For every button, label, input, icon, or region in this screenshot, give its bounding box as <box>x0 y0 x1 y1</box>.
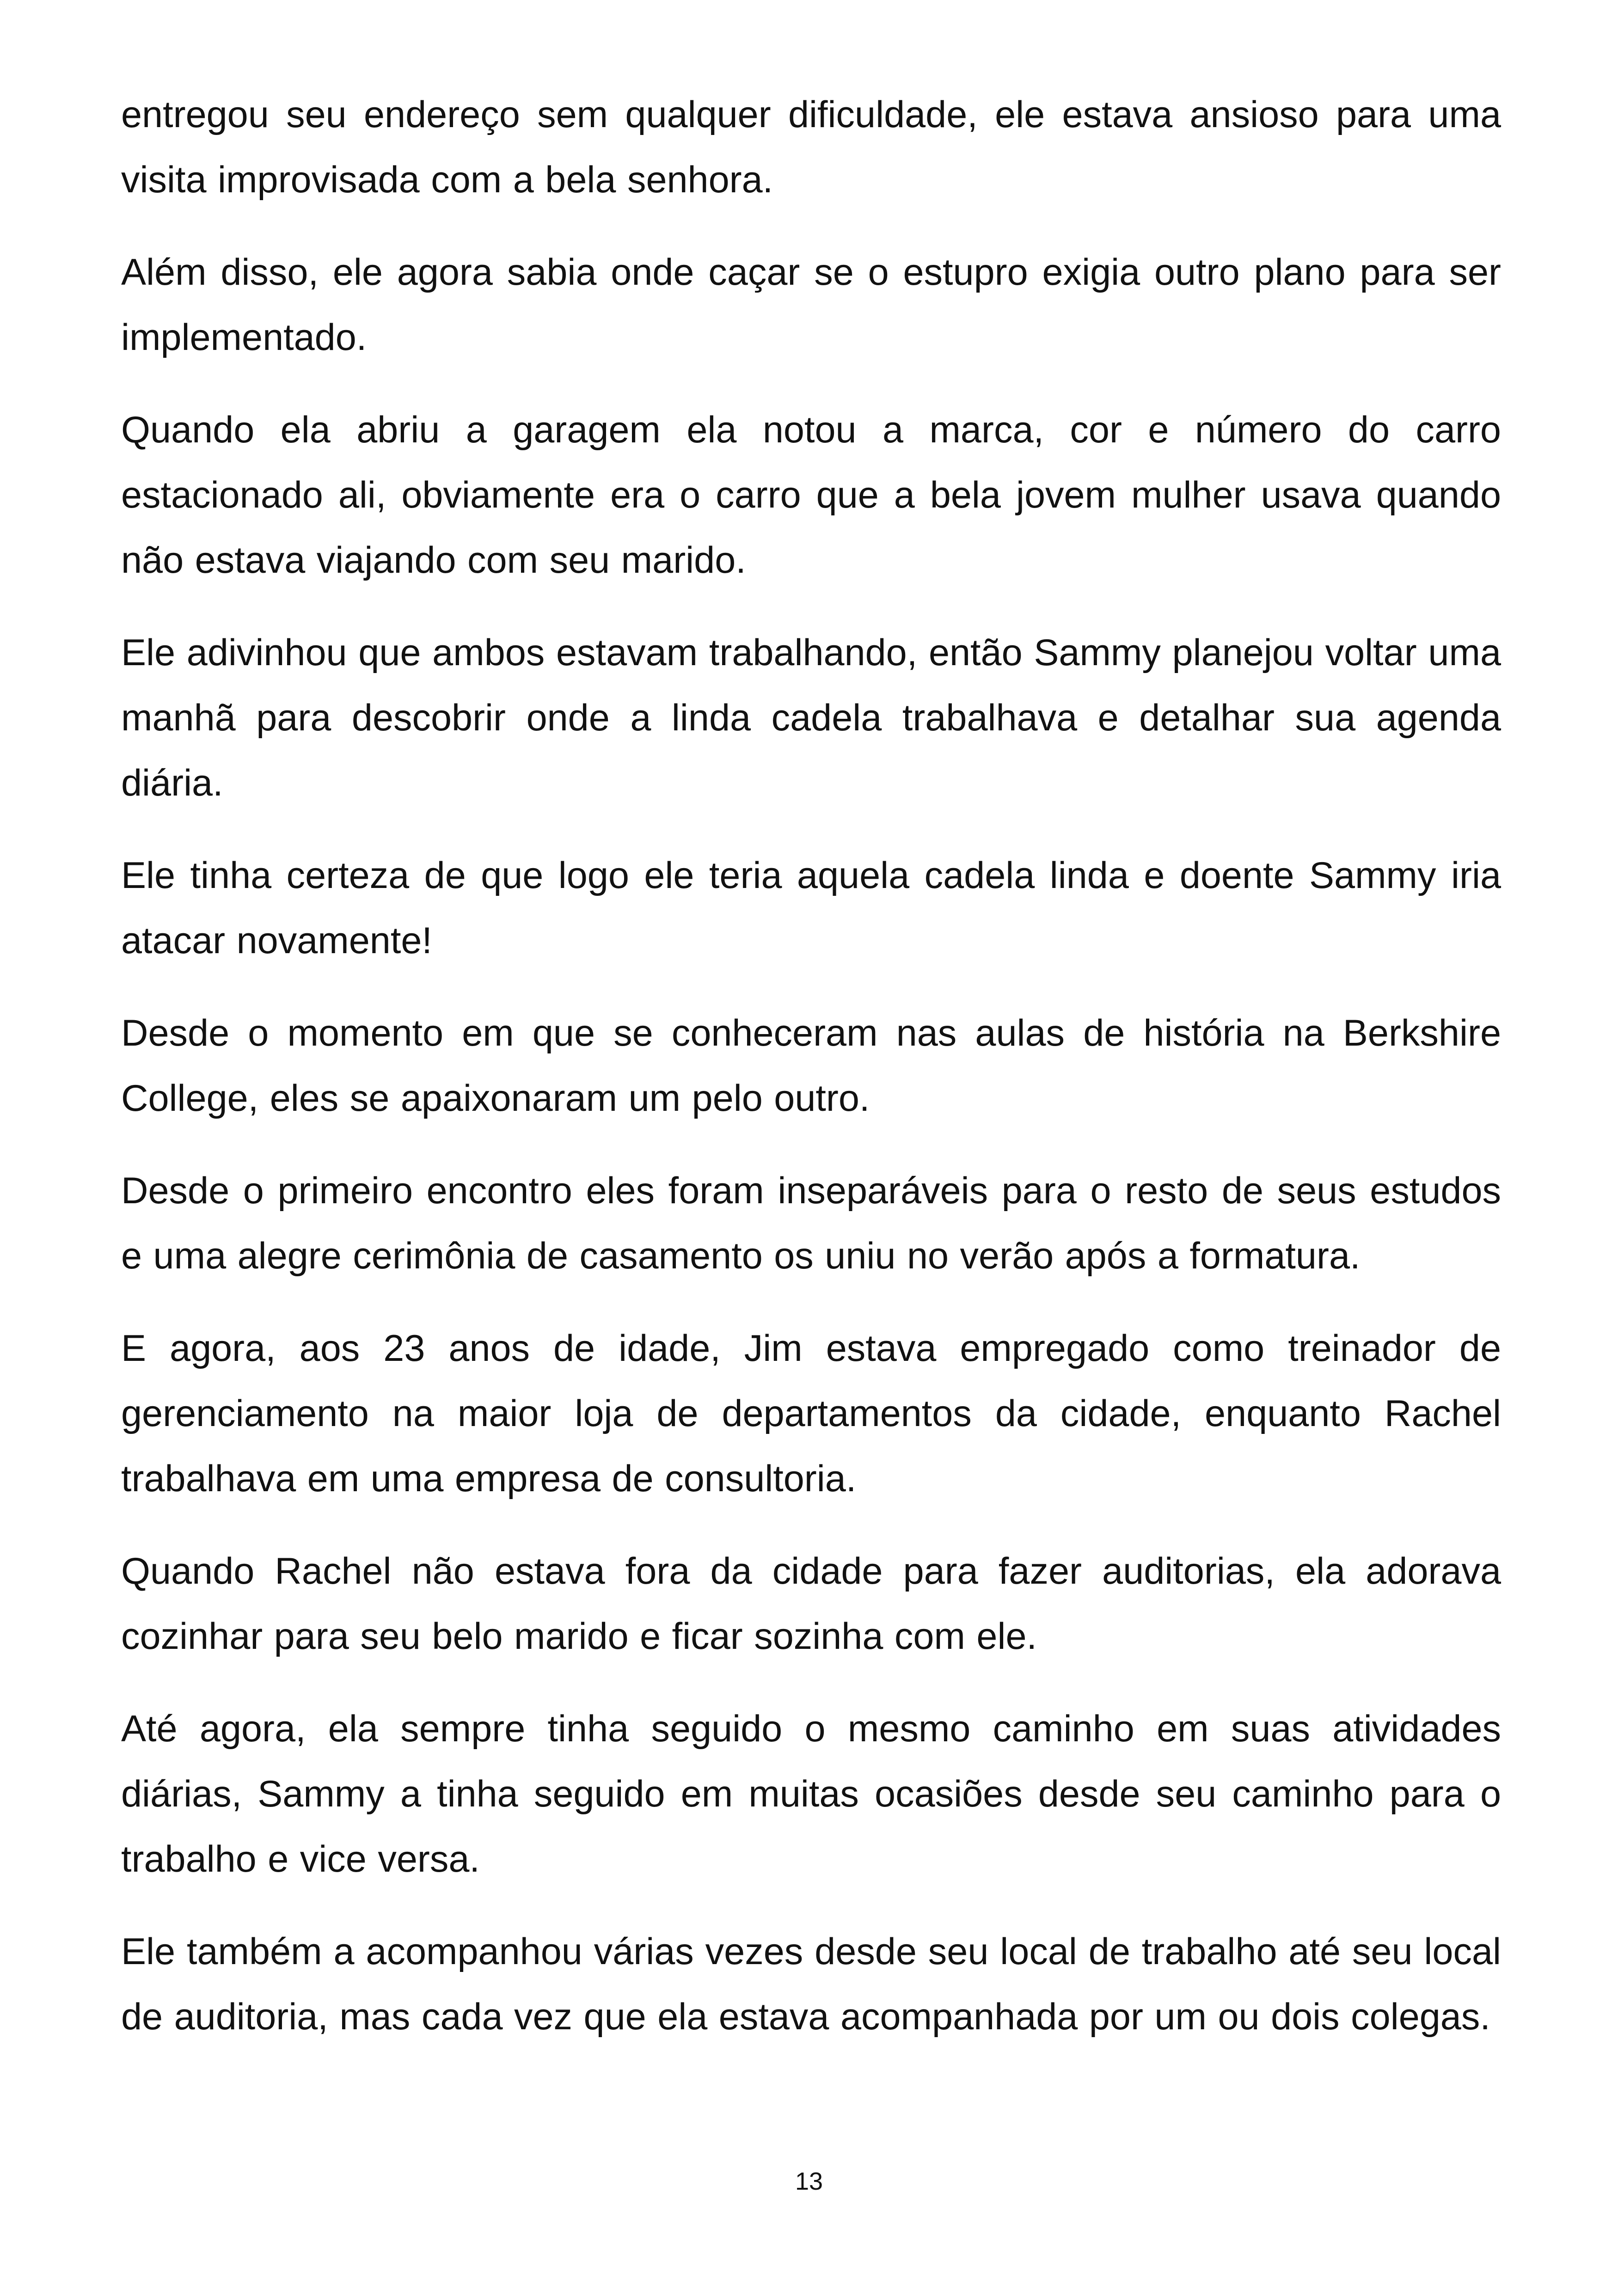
paragraph: Desde o primeiro encontro eles foram inseparáveis para o resto de seus estudos e uma alegre cerimônia de casamento os uniu no verão após a formatura. <box>121 1170 1501 1277</box>
paragraph: Além disso, ele agora sabia onde caçar se o estupro exigia outro plano para ser implementado. <box>121 251 1501 358</box>
paragraph: Ele adivinhou que ambos estavam trabalhando, então Sammy planejou voltar uma manhã para descobrir onde a linda cadela trabalhava e detalhar sua agenda diária. <box>121 632 1501 804</box>
paragraph: Quando Rachel não estava fora da cidade para fazer auditorias, ela adorava cozinhar para seu belo marido e ficar sozinha com ele. <box>121 1550 1501 1657</box>
paragraph: Ele tinha certeza de que logo ele teria aquela cadela linda e doente Sammy iria atacar novamente! <box>121 855 1501 961</box>
paragraph: Desde o momento em que se conheceram nas aulas de história na Berkshire College, eles se apaixonaram um pelo outro. <box>121 1012 1501 1119</box>
paragraph: Ele também a acompanhou várias vezes desde seu local de trabalho até seu local de auditoria, mas cada vez que ela estava acompanhada por um ou dois colegas. <box>121 1931 1501 2038</box>
body-text <box>121 82 1501 2077</box>
paragraph: Quando ela abriu a garagem ela notou a marca, cor e número do carro estacionado ali, obviamente era o carro que a bela jovem mulher usava quando não estava viajando com seu marido. <box>121 409 1501 581</box>
paragraph: E agora, aos 23 anos de idade, Jim estava empregado como treinador de gerenciamento na maior loja de departamentos da cidade, enquanto Rachel trabalhava em uma empresa de consultoria. <box>121 1328 1501 1500</box>
paragraph: entregou seu endereço sem qualquer dificuldade, ele estava ansioso para uma visita improvisada com a bela senhora. <box>121 94 1501 201</box>
paragraph: Até agora, ela sempre tinha seguido o mesmo caminho em suas atividades diárias, Sammy a tinha seguido em muitas ocasiões desde seu caminho para o trabalho e vice versa. <box>121 1708 1501 1880</box>
page-number: 13 <box>795 2167 823 2195</box>
